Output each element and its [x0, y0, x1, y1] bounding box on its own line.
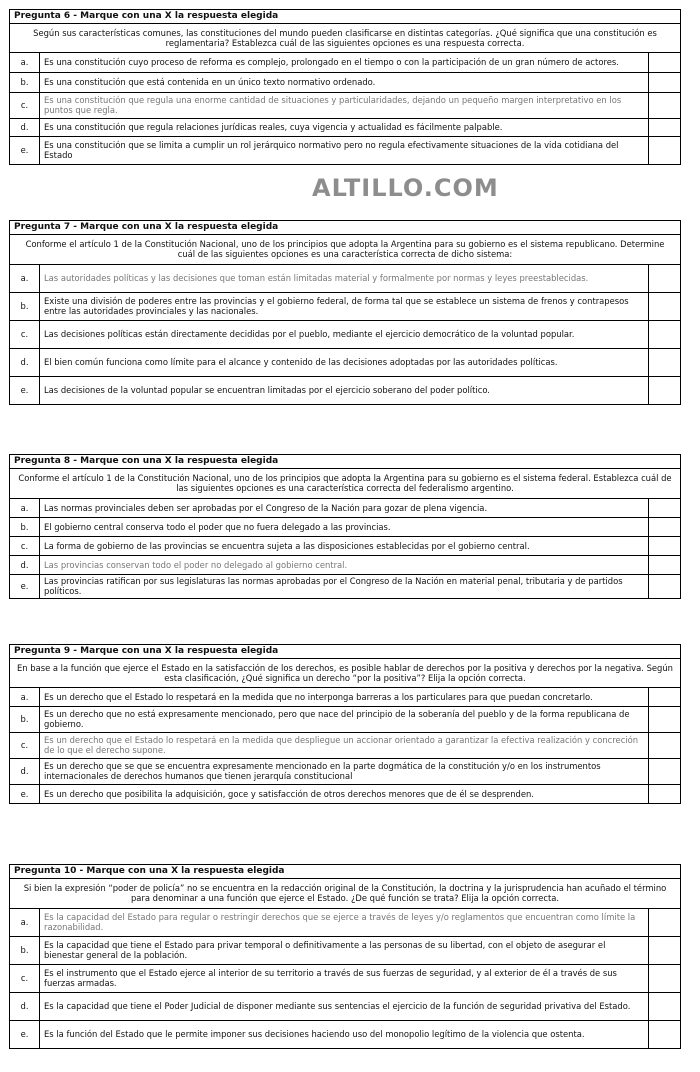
option-letter: b.: [10, 706, 40, 732]
answer-mark-box[interactable]: [649, 348, 681, 376]
answer-option-row: [10, 964, 681, 992]
question-10: [9, 864, 681, 1049]
answer-mark-box[interactable]: [649, 687, 681, 706]
answer-mark-box[interactable]: [649, 758, 681, 784]
question-title: Pregunta 10 - Marque con una X la respuesta elegida: [10, 865, 681, 879]
answer-option-row: [10, 118, 681, 136]
option-letter: b.: [10, 517, 40, 536]
option-letter: e.: [10, 136, 40, 164]
option-text: Es la capacidad que tiene el Estado para privar temporal o definitivamente a las personas de su libertad, con el objeto de asegurar el bienestar general de la población.: [40, 936, 649, 964]
answer-mark-box[interactable]: [648, 1020, 680, 1048]
answer-option-row: [10, 498, 681, 517]
option-letter: c.: [10, 536, 40, 555]
option-letter: d.: [10, 555, 40, 574]
answer-mark-box[interactable]: [648, 992, 680, 1020]
answer-mark-box[interactable]: [649, 706, 681, 732]
option-text: Las provincias ratifican por sus legislaturas las normas aprobadas por el Congreso de la Nación en material penal, tributaria y de partidos políticos.: [40, 574, 649, 598]
question-prompt: Según sus características comunes, las constituciones del mundo pueden clasificarse en distintas categorías. ¿Qué significa que una constitución es reglamentaria? Establezca cuál de las siguientes opciones es una respuesta correcta.: [10, 23, 681, 52]
answer-option-row: [10, 706, 681, 732]
answer-mark-box[interactable]: [648, 964, 680, 992]
answer-mark-box[interactable]: [649, 376, 681, 404]
answer-mark-box[interactable]: [649, 136, 681, 164]
answer-mark-box[interactable]: [649, 92, 681, 118]
option-text: Es una constitución que regula relaciones jurídicas reales, cuya vigencia y actualidad es fácilmente palpable.: [40, 118, 649, 136]
option-text: Es la función del Estado que le permite imponer sus decisiones haciendo uso del monopolio legítimo de la violencia que ostenta.: [40, 1020, 649, 1048]
option-letter: c.: [10, 320, 40, 348]
answer-option-row: [10, 52, 681, 72]
question-title: Pregunta 9 - Marque con una X la respuesta elegida: [10, 645, 681, 659]
option-text: Es una constitución que se limita a cumplir un rol jerárquico normativo pero no regula efectivamente situaciones de la vida cotidiana del Estado: [40, 136, 649, 164]
question-prompt: Conforme el artículo 1 de la Constitución Nacional, uno de los principios que adopta la Argentina para su gobierno es el sistema federal. Establezca cuál de las siguientes opciones es una característica correcta del federalismo argentino.: [10, 468, 681, 498]
answer-option-row: [10, 92, 681, 118]
option-text: Las decisiones políticas están directamente decididas por el pueblo, mediante el ejercicio democrático de la voluntad popular.: [40, 320, 649, 348]
answer-mark-box[interactable]: [649, 118, 681, 136]
option-text: El gobierno central conserva todo el poder que no fuera delegado a las provincias.: [40, 517, 649, 536]
option-text: Es una constitución cuyo proceso de reforma es complejo, prolongado en el tiempo o con la participación de un gran número de actores.: [40, 52, 649, 72]
option-letter: e.: [10, 784, 40, 803]
answer-option-row: [10, 732, 681, 758]
answer-option-row: [10, 908, 681, 936]
answer-option-row: [10, 517, 681, 536]
answer-option-row: [10, 376, 681, 404]
option-text: Es el instrumento que el Estado ejerce al interior de su territorio a través de sus fuerzas de seguridad, y al exterior de él a través de sus fuerzas armadas.: [40, 964, 649, 992]
option-text: Es la capacidad que tiene el Poder Judicial de disponer mediante sus sentencias el ejercicio de la función de seguridad privativa del Estado.: [40, 992, 649, 1020]
answer-mark-box[interactable]: [649, 264, 681, 292]
answer-option-row: [10, 72, 681, 92]
question-title: Pregunta 8 - Marque con una X la respuesta elegida: [10, 455, 681, 469]
answer-option-row: [10, 348, 681, 376]
option-text: Es la capacidad del Estado para regular o restringir derechos que se ejerce a través de leyes y/o reglamentos que encuentran como límite la razonabilidad.: [40, 908, 649, 936]
answer-mark-box[interactable]: [649, 555, 681, 574]
option-letter: e.: [10, 1020, 40, 1048]
answer-mark-box[interactable]: [649, 732, 681, 758]
option-letter: b.: [10, 292, 40, 320]
answer-option-row: [10, 936, 681, 964]
option-letter: e.: [10, 376, 40, 404]
answer-option-row: [10, 292, 681, 320]
option-text: Es un derecho que no está expresamente mencionado, pero que nace del principio de la soberanía del pueblo y de la forma republicana de gobierno.: [40, 706, 649, 732]
answer-mark-box[interactable]: [649, 498, 681, 517]
option-text: Las decisiones de la voluntad popular se encuentran limitadas por el ejercicio soberano del poder político.: [40, 376, 649, 404]
option-letter: b.: [10, 936, 40, 964]
answer-option-row: [10, 1020, 681, 1048]
answer-mark-box[interactable]: [649, 536, 681, 555]
answer-mark-box[interactable]: [649, 292, 681, 320]
question-title: Pregunta 6 - Marque con una X la respuesta elegida: [10, 10, 681, 24]
answer-option-row: [10, 320, 681, 348]
option-letter: e.: [10, 574, 40, 598]
answer-option-row: [10, 136, 681, 164]
option-text: Es un derecho que el Estado lo respetará en la medida que no interponga barreras a los particulares para que puedan concretarlo.: [40, 687, 649, 706]
question-prompt: En base a la función que ejerce el Estado en la satisfacción de los derechos, es posible hablar de derechos por la positiva y derechos por la negativa. Según esta clasificación, ¿Qué significa un derecho “por la positiva”? Elija la opción correcta.: [10, 658, 681, 687]
answer-option-row: [10, 555, 681, 574]
option-letter: a.: [10, 687, 40, 706]
option-letter: d.: [10, 758, 40, 784]
question-8: [9, 454, 681, 599]
answer-option-row: [10, 574, 681, 598]
question-prompt: Si bien la expresión “poder de policía” no se encuentra en la redacción original de la Constitución, la doctrina y la jurisprudencia han acuñado el término para denominar a una función que ejerce el Estado. ¿De qué función se trata? Elija la opción correcta.: [10, 878, 681, 908]
option-letter: c.: [10, 732, 40, 758]
question-title: Pregunta 7 - Marque con una X la respuesta elegida: [10, 221, 681, 235]
answer-mark-box[interactable]: [649, 72, 681, 92]
answer-mark-box[interactable]: [648, 936, 680, 964]
option-letter: b.: [10, 72, 40, 92]
question-7: [9, 220, 681, 405]
option-text: Es una constitución que regula una enorme cantidad de situaciones y particularidades, dejando un pequeño margen interpretativo en los puntos que regla.: [40, 92, 649, 118]
option-letter: d.: [10, 348, 40, 376]
option-text: Es un derecho que el Estado lo respetará en la medida que despliegue un accionar orientado a garantizar la efectiva realización y concreción de lo que el derecho supone.: [40, 732, 649, 758]
option-text: Las normas provinciales deben ser aprobadas por el Congreso de la Nación para gozar de plena vigencia.: [40, 498, 649, 517]
answer-option-row: [10, 758, 681, 784]
answer-option-row: [10, 536, 681, 555]
answer-option-row: [10, 687, 681, 706]
option-text: Las provincias conservan todo el poder no delegado al gobierno central.: [40, 555, 649, 574]
answer-mark-box[interactable]: [649, 784, 681, 803]
option-text: Es una constitución que está contenida en un único texto normativo ordenado.: [40, 72, 649, 92]
answer-mark-box[interactable]: [649, 52, 681, 72]
option-letter: c.: [10, 92, 40, 118]
option-letter: d.: [10, 992, 40, 1020]
option-letter: a.: [10, 908, 40, 936]
option-letter: a.: [10, 498, 40, 517]
question-6: [9, 9, 681, 165]
option-text: Es un derecho que se que se encuentra expresamente mencionado en la parte dogmática de la constitución y/o en los instrumentos internacionales de derechos humanos que tienen jerarquía constitucional: [40, 758, 649, 784]
answer-option-row: [10, 992, 681, 1020]
answer-mark-box[interactable]: [649, 517, 681, 536]
option-text: Las autoridades políticas y las decisiones que toman están limitadas material y formalmente por normas y leyes preestablecidas.: [40, 264, 649, 292]
option-letter: c.: [10, 964, 40, 992]
option-text: Existe una división de poderes entre las provincias y el gobierno federal, de forma tal que se establece un sistema de frenos y contrapesos entre las autoridades provinciales y las nacionales.: [40, 292, 649, 320]
answer-mark-box[interactable]: [649, 574, 681, 598]
option-text: Es un derecho que posibilita la adquisición, goce y satisfacción de otros derechos menores que de él se desprenden.: [40, 784, 649, 803]
altillo-watermark: ALTILLO.COM: [312, 174, 499, 202]
option-letter: d.: [10, 118, 40, 136]
option-letter: a.: [10, 264, 40, 292]
answer-option-row: [10, 264, 681, 292]
option-letter: a.: [10, 52, 40, 72]
answer-option-row: [10, 784, 681, 803]
option-text: La forma de gobierno de las provincias se encuentra sujeta a las disposiciones establecidas por el gobierno central.: [40, 536, 649, 555]
option-text: El bien común funciona como límite para el alcance y contenido de las decisiones adoptadas por las autoridades políticas.: [40, 348, 649, 376]
answer-mark-box[interactable]: [648, 908, 680, 936]
question-prompt: Conforme el artículo 1 de la Constitución Nacional, uno de los principios que adopta la Argentina para su gobierno es el sistema republicano. Determine cuál de las siguientes opciones es una característica correcta de dicho sistema:: [10, 234, 681, 264]
question-9: [9, 644, 681, 804]
answer-mark-box[interactable]: [649, 320, 681, 348]
